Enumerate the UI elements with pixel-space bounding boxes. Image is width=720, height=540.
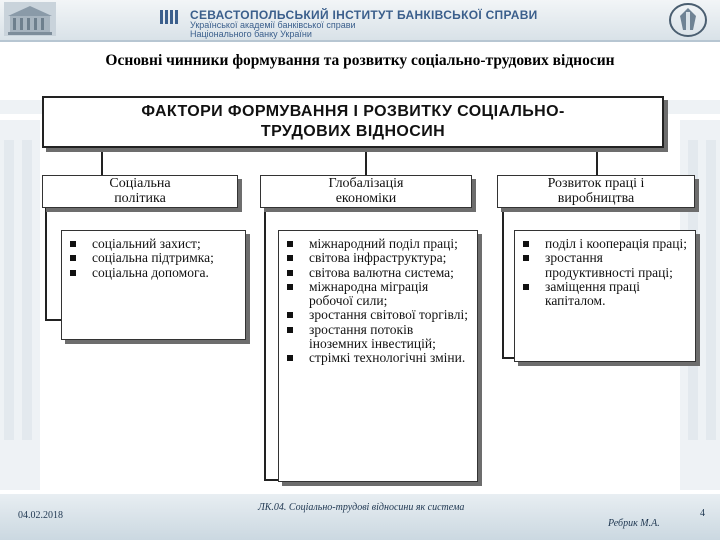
list-item: соціальна допомога.: [66, 266, 241, 280]
footer-page-number: 4: [700, 508, 705, 519]
institute-building-logo-icon: [4, 2, 56, 36]
list-item: міжнародний поділ праці;: [283, 237, 473, 251]
connector-cat3-list-h: [502, 357, 514, 359]
category-title-line1: Розвиток праці і: [547, 176, 645, 191]
footer-author: Ребрик М.А.: [608, 518, 660, 529]
list-item: зростання продуктивності праці;: [519, 251, 691, 280]
factors-main-box: [42, 96, 664, 148]
bank-institute-mark-icon: [160, 10, 180, 24]
list-box-globalization: [278, 230, 478, 482]
national-bank-emblem-icon: [660, 2, 716, 38]
list-item: світова валютна система;: [283, 266, 473, 280]
category-box-social-policy: [42, 175, 238, 208]
connector-cat1-list: [45, 208, 47, 320]
factors-main-title-line2: ТРУДОВИХ ВІДНОСИН: [260, 123, 446, 140]
header-divider: [0, 40, 720, 42]
connector-cat1-list-h: [45, 319, 61, 321]
institute-name: СЕВАСТОПОЛЬСЬКИЙ ІНСТИТУТ БАНКІВСЬКОЇ СПРАВИ: [190, 8, 538, 22]
institute-subtitle-line2: Національного банку України: [190, 29, 312, 39]
list-box-social-policy: [61, 230, 246, 340]
footer-date: 04.02.2018: [18, 510, 63, 521]
category-title-line2: економіки: [335, 190, 397, 206]
connector-main-left: [101, 150, 103, 175]
category-title-line1: Глобалізація: [328, 176, 404, 191]
category-box-labor-production: [497, 175, 695, 208]
footer-band: [0, 494, 720, 540]
connector-cat2-list-h: [264, 479, 278, 481]
factors-main-title: [44, 102, 662, 142]
factors-main-title-line1: ФАКТОРИ ФОРМУВАННЯ І РОЗВИТКУ СОЦІАЛЬНО-: [141, 103, 565, 120]
list-item: стрімкі технологічні зміни.: [283, 351, 473, 365]
connector-cat3-list: [502, 208, 504, 358]
header-band: [0, 0, 720, 40]
connector-main-right: [596, 150, 598, 175]
category-box-globalization: [260, 175, 472, 208]
list-item: міжнародна міграція робочої сили;: [283, 280, 473, 309]
list-item: поділ і кооперація праці;: [519, 237, 691, 251]
list-item: соціальний захист;: [66, 237, 241, 251]
list-item: заміщення праці капіталом.: [519, 280, 691, 309]
category-title-line1: Соціальна: [109, 176, 171, 191]
list-item: соціальна підтримка;: [66, 251, 241, 265]
category-title-line2: політика: [114, 190, 166, 206]
list-item: зростання потоків іноземних інвестицій;: [283, 323, 473, 352]
footer-lecture-title: ЛК.04. Соціально-трудові відносини як система: [258, 502, 465, 513]
list-item: світова інфраструктура;: [283, 251, 473, 265]
connector-main-center: [365, 150, 367, 175]
list-box-labor-production: [514, 230, 696, 362]
slide-title: Основні чинники формування та розвитку соціально-трудових відносин: [105, 52, 615, 69]
connector-cat2-list: [264, 208, 266, 480]
institute-subtitle-line1: Української академії банківської справи: [190, 20, 356, 30]
list-item: зростання світової торгівлі;: [283, 308, 473, 322]
category-title-line2: виробництва: [557, 190, 635, 206]
